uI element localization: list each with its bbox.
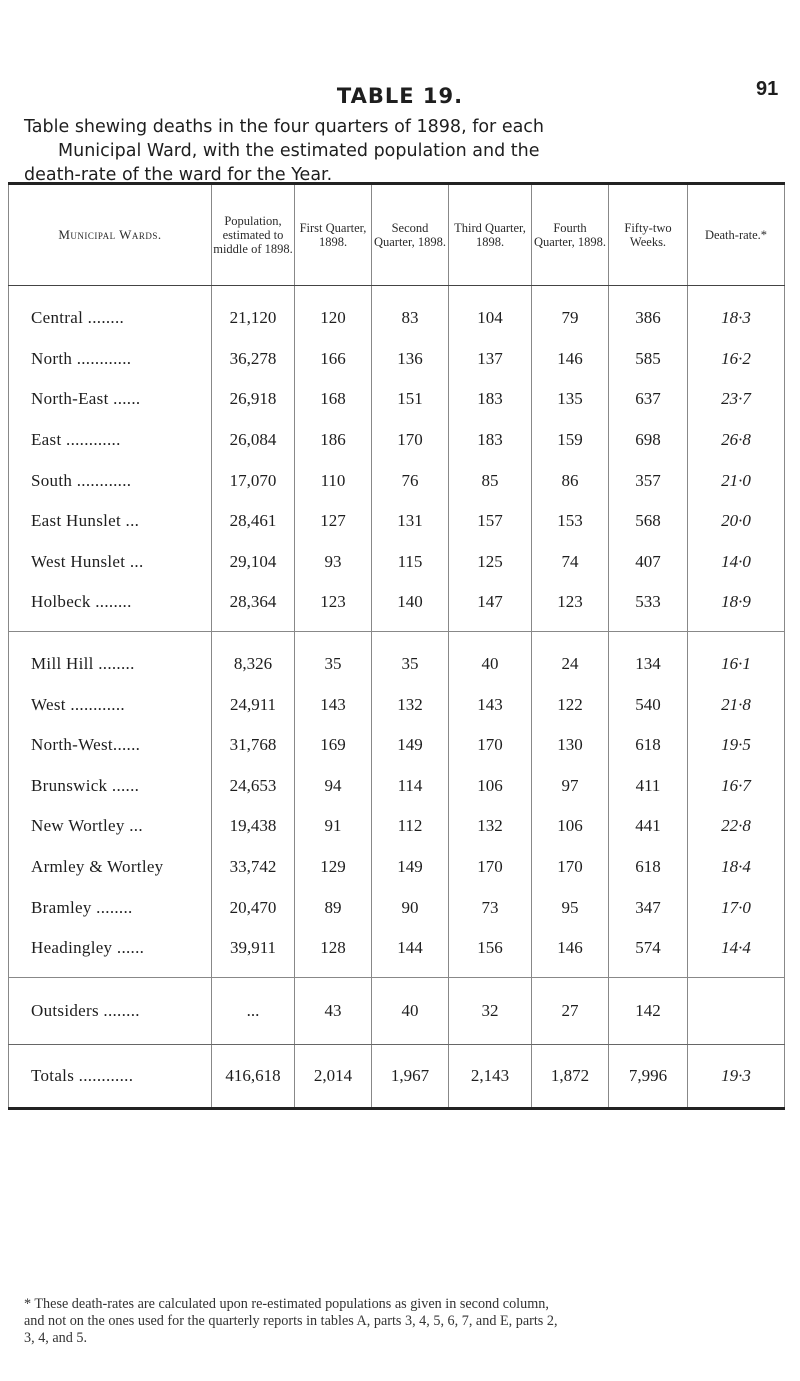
q3-cell: 125 — [449, 542, 532, 583]
q1-cell: 129 — [295, 847, 372, 888]
weeks-cell: 134 — [609, 631, 688, 684]
death-rate-cell: 18·9 — [688, 582, 785, 631]
weeks-cell: 540 — [609, 684, 688, 725]
table-caption — [24, 115, 784, 187]
q2-cell: 132 — [372, 684, 449, 725]
ward-name: Holbeck ........ — [9, 582, 212, 631]
q2-cell: 1,967 — [372, 1044, 449, 1108]
death-rate-cell: 16·1 — [688, 631, 785, 684]
q3-cell: 32 — [449, 977, 532, 1044]
death-rate-cell: 14·4 — [688, 928, 785, 977]
q2-cell: 170 — [372, 420, 449, 461]
table-row — [9, 766, 785, 807]
death-rate-cell: 18·4 — [688, 847, 785, 888]
q1-cell: 120 — [295, 286, 372, 339]
ward-name: New Wortley ... — [9, 806, 212, 847]
q3-cell: 170 — [449, 725, 532, 766]
ward-name: Central ........ — [9, 286, 212, 339]
q1-cell: 166 — [295, 339, 372, 380]
q2-cell: 149 — [372, 847, 449, 888]
weeks-cell: 533 — [609, 582, 688, 631]
q3-cell: 147 — [449, 582, 532, 631]
population-cell: 31,768 — [212, 725, 295, 766]
q3-cell: 40 — [449, 631, 532, 684]
header-second-quarter: Second Quarter, 1898. — [372, 184, 449, 286]
q1-cell: 94 — [295, 766, 372, 807]
ward-name: West Hunslet ... — [9, 542, 212, 583]
weeks-cell: 347 — [609, 887, 688, 928]
q2-cell: 35 — [372, 631, 449, 684]
q2-cell: 83 — [372, 286, 449, 339]
death-rate-cell: 16·7 — [688, 766, 785, 807]
q4-cell: 74 — [532, 542, 609, 583]
population-cell: 17,070 — [212, 460, 295, 501]
table-row — [9, 501, 785, 542]
population-cell: 28,364 — [212, 582, 295, 631]
population-cell: 29,104 — [212, 542, 295, 583]
footnote — [24, 1296, 784, 1347]
population-cell: 36,278 — [212, 339, 295, 380]
q4-cell: 27 — [532, 977, 609, 1044]
header-death-rate: Death-rate.* — [688, 184, 785, 286]
q3-cell: 137 — [449, 339, 532, 380]
ward-name: West ............ — [9, 684, 212, 725]
footnote-line: * These death-rates are calculated upon re-estimated populations as given in second column, — [24, 1296, 549, 1312]
q2-cell: 144 — [372, 928, 449, 977]
table-row — [9, 684, 785, 725]
table-row — [9, 928, 785, 977]
death-rate-cell: 19·5 — [688, 725, 785, 766]
q1-cell: 93 — [295, 542, 372, 583]
population-cell: 26,918 — [212, 379, 295, 420]
q1-cell: 89 — [295, 887, 372, 928]
q4-cell: 153 — [532, 501, 609, 542]
table-row — [9, 460, 785, 501]
ward-name: Totals ............ — [9, 1044, 212, 1108]
q3-cell: 156 — [449, 928, 532, 977]
q4-cell: 95 — [532, 887, 609, 928]
q3-cell: 143 — [449, 684, 532, 725]
table-row — [9, 339, 785, 380]
q4-cell: 146 — [532, 339, 609, 380]
table-row — [9, 542, 785, 583]
q4-cell: 130 — [532, 725, 609, 766]
population-cell: 24,911 — [212, 684, 295, 725]
weeks-cell: 585 — [609, 339, 688, 380]
q3-cell: 2,143 — [449, 1044, 532, 1108]
table-row — [9, 420, 785, 461]
q2-cell: 115 — [372, 542, 449, 583]
table-row — [9, 887, 785, 928]
q4-cell: 135 — [532, 379, 609, 420]
q1-cell: 35 — [295, 631, 372, 684]
q2-cell: 90 — [372, 887, 449, 928]
population-cell: 21,120 — [212, 286, 295, 339]
q3-cell: 85 — [449, 460, 532, 501]
weeks-cell: 618 — [609, 847, 688, 888]
q1-cell: 110 — [295, 460, 372, 501]
q3-cell: 183 — [449, 379, 532, 420]
header-first-quarter: First Quarter, 1898. — [295, 184, 372, 286]
weeks-cell: 637 — [609, 379, 688, 420]
q4-cell: 106 — [532, 806, 609, 847]
ward-name: South ............ — [9, 460, 212, 501]
q1-cell: 43 — [295, 977, 372, 1044]
ward-name: East ............ — [9, 420, 212, 461]
table-row — [9, 379, 785, 420]
deaths-table — [8, 182, 785, 1110]
q2-cell: 151 — [372, 379, 449, 420]
header-population: Population, estimated to middle of 1898. — [212, 184, 295, 286]
q2-cell: 131 — [372, 501, 449, 542]
weeks-cell: 411 — [609, 766, 688, 807]
totals-row — [9, 1044, 785, 1108]
weeks-cell: 441 — [609, 806, 688, 847]
q2-cell: 76 — [372, 460, 449, 501]
death-rate-cell: 14·0 — [688, 542, 785, 583]
q4-cell: 170 — [532, 847, 609, 888]
q2-cell: 136 — [372, 339, 449, 380]
table-row — [9, 806, 785, 847]
population-cell: 24,653 — [212, 766, 295, 807]
q4-cell: 159 — [532, 420, 609, 461]
table-row — [9, 582, 785, 631]
footnote-line: 3, 4, and 5. — [24, 1330, 88, 1346]
q2-cell: 112 — [372, 806, 449, 847]
q3-cell: 157 — [449, 501, 532, 542]
q1-cell: 123 — [295, 582, 372, 631]
death-rate-cell — [688, 977, 785, 1044]
weeks-cell: 698 — [609, 420, 688, 461]
q4-cell: 24 — [532, 631, 609, 684]
table-row — [9, 847, 785, 888]
death-rate-cell: 22·8 — [688, 806, 785, 847]
q4-cell: 146 — [532, 928, 609, 977]
q4-cell: 79 — [532, 286, 609, 339]
ward-name: Headingley ...... — [9, 928, 212, 977]
population-cell: 26,084 — [212, 420, 295, 461]
q1-cell: 143 — [295, 684, 372, 725]
weeks-cell: 142 — [609, 977, 688, 1044]
ward-name: North-West...... — [9, 725, 212, 766]
ward-name: Mill Hill ........ — [9, 631, 212, 684]
weeks-cell: 7,996 — [609, 1044, 688, 1108]
death-rate-cell: 19·3 — [688, 1044, 785, 1108]
outsiders-row — [9, 977, 785, 1044]
weeks-cell: 568 — [609, 501, 688, 542]
weeks-cell: 574 — [609, 928, 688, 977]
q3-cell: 104 — [449, 286, 532, 339]
q1-cell: 127 — [295, 501, 372, 542]
population-cell: 416,618 — [212, 1044, 295, 1108]
death-rate-cell: 23·7 — [688, 379, 785, 420]
ward-name: North ............ — [9, 339, 212, 380]
ward-name: Outsiders ........ — [9, 977, 212, 1044]
weeks-cell: 357 — [609, 460, 688, 501]
q3-cell: 132 — [449, 806, 532, 847]
death-rate-cell: 20·0 — [688, 501, 785, 542]
caption-line: Table shewing deaths in the four quarters of 1898, for each — [24, 117, 545, 137]
header-row — [9, 184, 785, 286]
death-rate-cell: 17·0 — [688, 887, 785, 928]
weeks-cell: 386 — [609, 286, 688, 339]
q4-cell: 1,872 — [532, 1044, 609, 1108]
population-cell: 39,911 — [212, 928, 295, 977]
q1-cell: 2,014 — [295, 1044, 372, 1108]
header-fifty-two-weeks: Fifty-two Weeks. — [609, 184, 688, 286]
population-cell: 8,326 — [212, 631, 295, 684]
ward-name: North-East ...... — [9, 379, 212, 420]
q1-cell: 128 — [295, 928, 372, 977]
q3-cell: 106 — [449, 766, 532, 807]
population-cell: 19,438 — [212, 806, 295, 847]
population-cell: 33,742 — [212, 847, 295, 888]
table-title: TABLE 19. — [336, 84, 464, 108]
q1-cell: 168 — [295, 379, 372, 420]
footnote-line: and not on the ones used for the quarterly reports in tables A, parts 3, 4, 5, 6, 7, and E, parts 2, — [24, 1313, 558, 1329]
ward-name: East Hunslet ... — [9, 501, 212, 542]
page-number: 91 — [756, 78, 779, 100]
q3-cell: 183 — [449, 420, 532, 461]
death-rate-cell: 18·3 — [688, 286, 785, 339]
q2-cell: 140 — [372, 582, 449, 631]
ward-name: Brunswick ...... — [9, 766, 212, 807]
header-fourth-quarter: Fourth Quarter, 1898. — [532, 184, 609, 286]
table-row — [9, 631, 785, 684]
weeks-cell: 407 — [609, 542, 688, 583]
death-rate-cell: 16·2 — [688, 339, 785, 380]
ward-name: Armley & Wortley — [9, 847, 212, 888]
q1-cell: 186 — [295, 420, 372, 461]
q4-cell: 86 — [532, 460, 609, 501]
header-ward: Municipal Wards. — [9, 184, 212, 286]
q2-cell: 149 — [372, 725, 449, 766]
ward-name: Bramley ........ — [9, 887, 212, 928]
population-cell: 20,470 — [212, 887, 295, 928]
population-cell: ... — [212, 977, 295, 1044]
q2-cell: 40 — [372, 977, 449, 1044]
q1-cell: 169 — [295, 725, 372, 766]
q3-cell: 170 — [449, 847, 532, 888]
q4-cell: 97 — [532, 766, 609, 807]
q4-cell: 122 — [532, 684, 609, 725]
caption-line: death-rate of the ward for the Year. — [24, 165, 333, 185]
death-rate-cell: 21·0 — [688, 460, 785, 501]
death-rate-cell: 26·8 — [688, 420, 785, 461]
caption-line: Municipal Ward, with the estimated population and the — [58, 141, 540, 161]
population-cell: 28,461 — [212, 501, 295, 542]
weeks-cell: 618 — [609, 725, 688, 766]
table-row — [9, 286, 785, 339]
q4-cell: 123 — [532, 582, 609, 631]
q1-cell: 91 — [295, 806, 372, 847]
death-rate-cell: 21·8 — [688, 684, 785, 725]
header-third-quarter: Third Quarter, 1898. — [449, 184, 532, 286]
table-row — [9, 725, 785, 766]
q3-cell: 73 — [449, 887, 532, 928]
q2-cell: 114 — [372, 766, 449, 807]
